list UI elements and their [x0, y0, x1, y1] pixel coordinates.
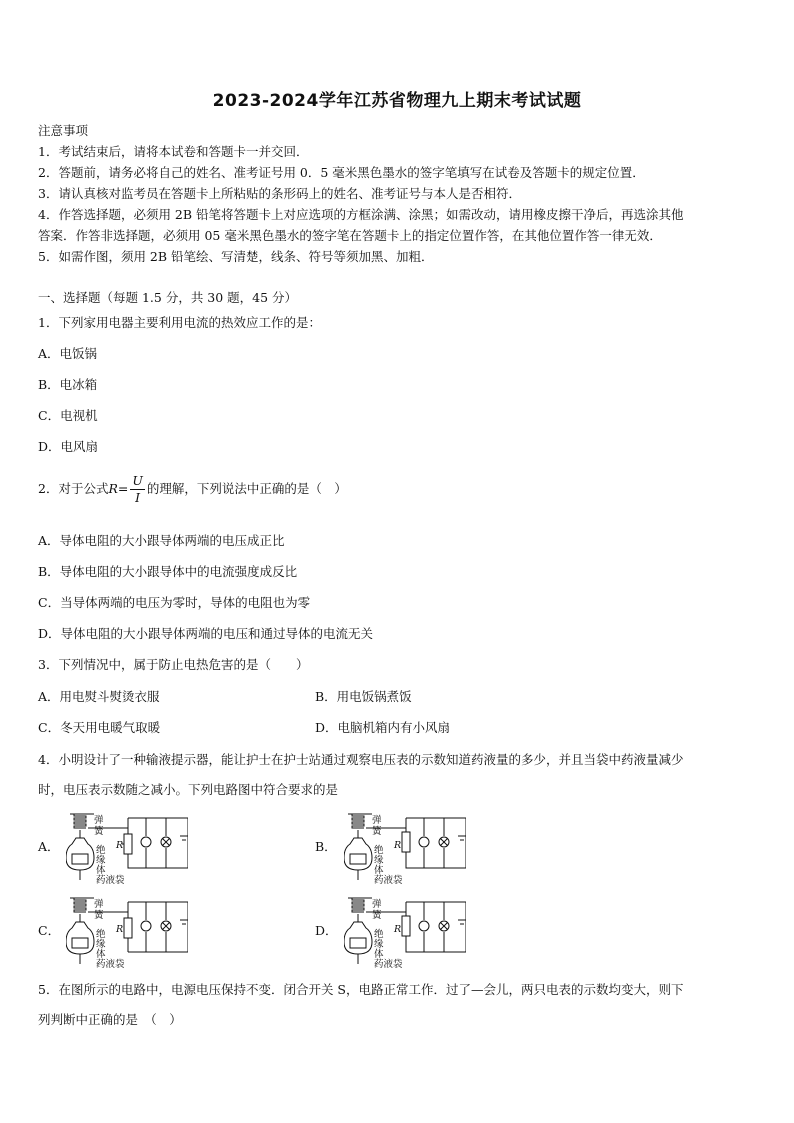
iv-bag-icon [344, 838, 372, 880]
insulator-label-1: 绝 [374, 845, 384, 856]
resistor-icon [124, 918, 132, 938]
insulator-label-1: 绝 [374, 929, 384, 940]
page-title: 2023-2024学年江苏省物理九上期末考试试题 [212, 91, 582, 111]
circuit-diagram-a [66, 810, 188, 886]
question-5-stem-line1: 5．在图所示的电路中，电源电压保持不变．闭合开关 S，电路正常工作．过了—会儿，两只电表的示数均变大，则下 [38, 982, 684, 997]
q4-option-b-label: B． [315, 839, 337, 854]
q3-option-d: D．电脑机箱内有小风扇 [315, 720, 451, 735]
notice-item: 答案．作答非选择题，必须用 05 毫米黑色墨水的签字笔在答题卡上的指定位置作答，在其他位置作答一律无效． [38, 228, 662, 243]
spring-label-2: 簧 [372, 910, 382, 921]
q1-option-a: A．电饭锅 [38, 346, 98, 361]
insulator-label-2: 缘 [374, 939, 384, 950]
notice-item: 3．请认真核对监考员在答题卡上所粘贴的条形码上的姓名、准考证号与本人是否相符． [38, 186, 521, 201]
q4-figure-c [66, 894, 188, 970]
spring-label-2: 簧 [94, 910, 104, 921]
q2-option-d: D．导体电阻的大小跟导体两端的电压和通过导体的电流无关 [38, 626, 374, 641]
notice-heading: 注意事项 [38, 123, 89, 138]
iv-bag-icon [66, 922, 94, 964]
insulator-label-2: 缘 [96, 855, 106, 866]
iv-bag-icon [66, 838, 94, 880]
q2-stem-after: 的理解，下列说法中正确的是（ ） [146, 481, 347, 496]
q4-option-c-label: C． [38, 923, 61, 938]
bag-label: 药液袋 [374, 875, 403, 886]
voltmeter-icon [141, 921, 151, 931]
q4-figure-b [344, 810, 466, 886]
q2-formula-lhs: R= [108, 481, 129, 496]
spring-label-1: 弹 [94, 899, 104, 910]
bag-label: 药液袋 [96, 875, 125, 886]
q2-stem-before: 2．对于公式 [38, 481, 109, 496]
resistor-icon [402, 832, 410, 852]
resistor-icon [402, 916, 410, 936]
insulator-label-2: 缘 [374, 855, 384, 866]
circuit-diagram-d [344, 894, 466, 970]
insulator-label-3: 体 [374, 949, 384, 960]
q3-option-a: A．用电熨斗熨烫衣服 [38, 689, 160, 704]
question-1-stem: 1．下列家用电器主要利用电流的热效应工作的是： [38, 315, 321, 330]
insulator-label-2: 缘 [96, 939, 106, 950]
battery-icon [458, 920, 466, 924]
insulator-label-3: 体 [96, 949, 106, 960]
spring-label-2: 簧 [372, 826, 382, 837]
insulator-label-3: 体 [96, 865, 106, 876]
battery-icon [180, 920, 188, 924]
voltmeter-icon [419, 921, 429, 931]
question-4-stem-line2: 时，电压表示数随之减小。下列电路图中符合要求的是 [38, 782, 339, 797]
resistor-label: R [394, 924, 402, 935]
section-heading: 一、选择题（每题 1.5 分，共 30 题，45 分） [38, 290, 298, 305]
q1-option-b: B．电冰箱 [38, 377, 98, 392]
spring-icon [70, 814, 94, 838]
q4-option-d-label: D． [315, 923, 338, 938]
question-4-stem-line1: 4．小明设计了一种输液提示器，能让护士在护士站通过观察电压表的示数知道药液量的多少，并且当袋中药液量减少 [38, 752, 684, 767]
insulator-label-1: 绝 [96, 845, 106, 856]
voltmeter-icon [419, 837, 429, 847]
circuit-diagram-b [344, 810, 466, 886]
battery-icon [180, 836, 188, 840]
q4-option-a-label: A． [38, 839, 60, 854]
notice-item: 2．答题前，请务必将自己的姓名、准考证号用 0．5 毫米黑色墨水的签字笔填写在试卷及答题卡的规定位置． [38, 165, 645, 180]
q2-option-c: C．当导体两端的电压为零时，导体的电阻也为零 [38, 595, 311, 610]
q2-formula-fraction [130, 473, 145, 506]
resistor-label: R [116, 840, 124, 851]
q3-option-b: B．用电饭锅煮饭 [315, 689, 412, 704]
bag-label: 药液袋 [374, 959, 403, 970]
q2-formula-denominator: I [135, 490, 141, 505]
q1-option-c: C．电视机 [38, 408, 98, 423]
resistor-label: R [394, 840, 402, 851]
insulator-label-3: 体 [374, 865, 384, 876]
battery-icon [458, 836, 466, 840]
insulator-label-1: 绝 [96, 929, 106, 940]
spring-icon [348, 898, 372, 922]
resistor-label: R [116, 924, 124, 935]
q4-figure-a [66, 810, 188, 886]
q1-option-d: D．电风扇 [38, 439, 99, 454]
q2-option-b: B．导体电阻的大小跟导体中的电流强度成反比 [38, 564, 298, 579]
notice-item: 1．考试结束后，请将本试卷和答题卡一并交回． [38, 144, 309, 159]
voltmeter-icon [141, 837, 151, 847]
question-3-stem: 3．下列情况中，属于防止电热危害的是（ ） [38, 657, 309, 672]
q3-option-c: C．冬天用电暖气取暖 [38, 720, 161, 735]
circuit-diagram-c [66, 894, 188, 970]
spring-icon [70, 898, 94, 922]
q2-formula-numerator: U [132, 473, 143, 488]
q2-option-a: A．导体电阻的大小跟导体两端的电压成正比 [38, 533, 285, 548]
question-5-stem-line2: 列判断中正确的是 （ ） [38, 1012, 182, 1027]
question-2-stem [38, 472, 347, 506]
resistor-icon [124, 834, 132, 854]
iv-bag-icon [344, 922, 372, 964]
spring-label-1: 弹 [94, 815, 104, 826]
spring-icon [348, 814, 372, 838]
q4-figure-d [344, 894, 466, 970]
notice-item: 4．作答选择题，必须用 2B 铅笔将答题卡上对应选项的方框涂满、涂黑；如需改动，请用橡皮擦干净后，再选涂其他 [38, 207, 684, 222]
bag-label: 药液袋 [96, 959, 125, 970]
notice-item: 5．如需作图，须用 2B 铅笔绘、写清楚，线条、符号等须加黑、加粗． [38, 249, 434, 264]
spring-label-1: 弹 [372, 899, 382, 910]
spring-label-2: 簧 [94, 826, 104, 837]
spring-label-1: 弹 [372, 815, 382, 826]
